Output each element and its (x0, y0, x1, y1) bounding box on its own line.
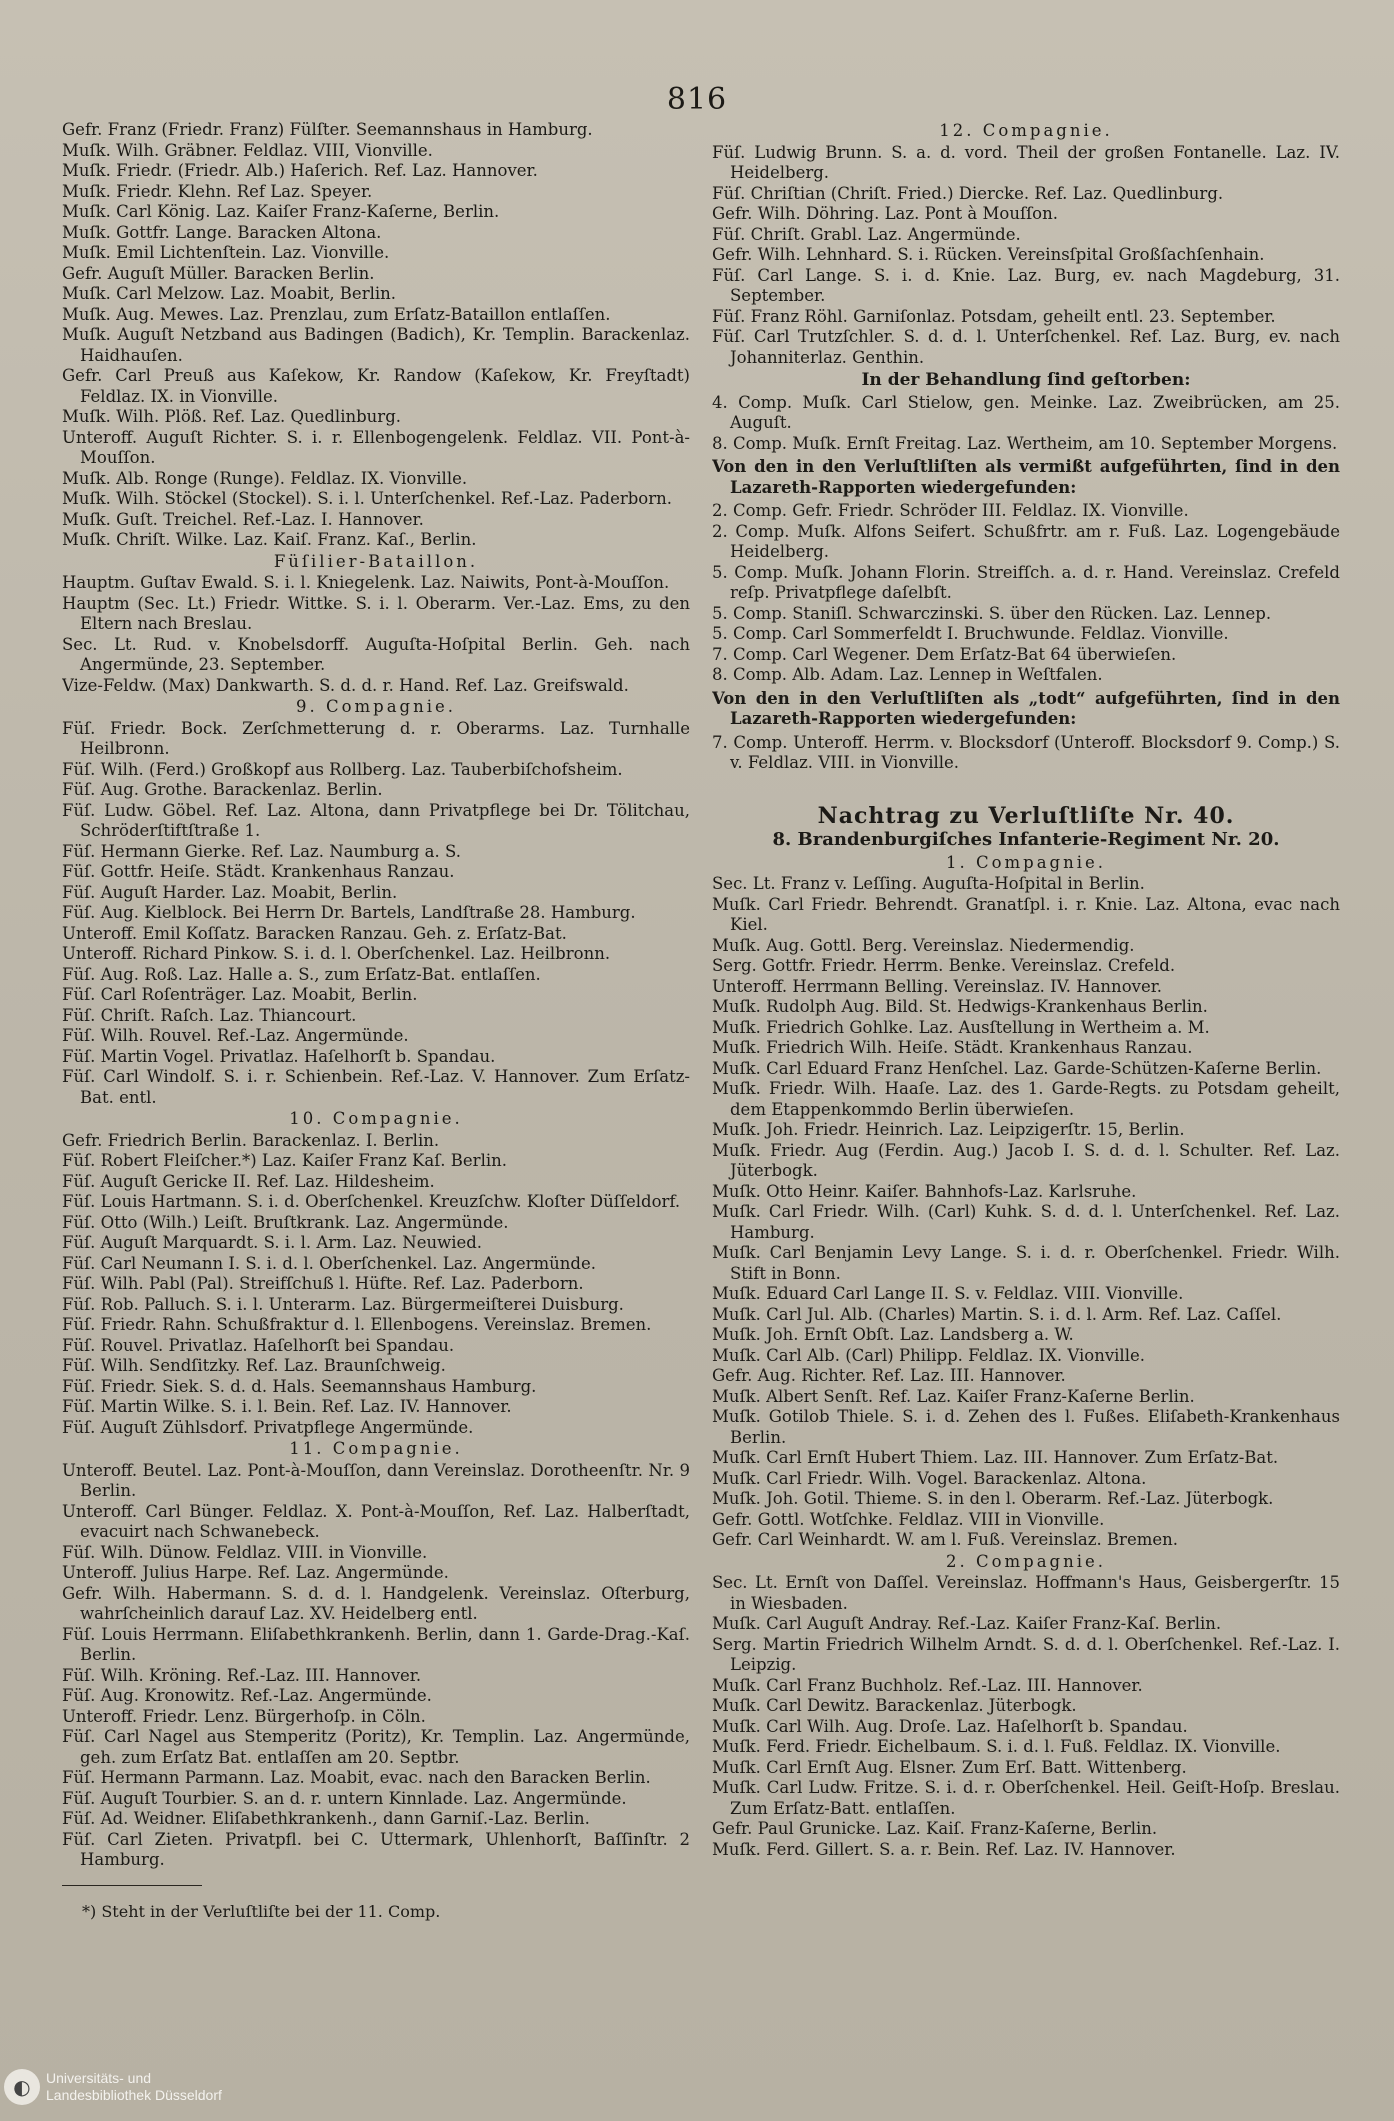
company-heading: 2. Compagnie. (945, 1551, 1107, 1571)
list-entry: Füſ. Hermann Gierke. Ref. Laz. Naumburg a. S. (62, 841, 461, 861)
list-entry: Gefr. Wilh. Habermann. S. d. d. l. Handgelenk. Vereinslaz. Oſterburg, wahrſcheinlich darauf Laz. XV. Heidelberg entl. (62, 1583, 690, 1623)
list-entry: Muſk. Rudolph Aug. Bild. St. Hedwigs-Krankenhaus Berlin. (712, 997, 1208, 1016)
list-entry: Muſk. Ferd. Friedr. Eichelbaum. S. i. d. l. Fuß. Feldlaz. IX. Vionville. (712, 1737, 1281, 1756)
list-entry: Füſ. Carl Windolf. S. i. r. Schienbein. Ref.-Laz. V. Hannover. Zum Erſatz-Bat. entl. (62, 1067, 690, 1107)
list-entry: Füſ. Carl Neumann I. S. i. d. l. Oberſchenkel. Laz. Angermünde. (62, 1253, 596, 1273)
list-entry: Füſ. Martin Vogel. Privatlaz. Haſelhorſt b. Spandau. (62, 1046, 496, 1066)
list-entry: Füſ. Louis Herrmann. Eliſabethkrankenh. Berlin, dann 1. Garde-Drag.-Kaſ. Berlin. (62, 1624, 690, 1664)
list-entry: Füſ. Ludw. Göbel. Ref. Laz. Altona, dann Privatpflege bei Dr. Tölitchau, Schröderſtiftſtraße 1. (62, 800, 690, 840)
list-entry: 8. Comp. Alb. Adam. Laz. Lennep in Weſtfalen. (712, 665, 1103, 684)
list-entry: Sec. Lt. Franz v. Leſſing. Auguſta-Hoſpital in Berlin. (712, 874, 1145, 893)
list-entry: 5. Comp. Staniſl. Schwarczinski. S. über den Rücken. Laz. Lennep. (712, 603, 1272, 623)
list-entry: Füſ. Chriſt. Grabl. Laz. Angermünde. (712, 224, 1021, 244)
list-entry: Gefr. Wilh. Döhring. Laz. Pont à Mouſſon. (712, 204, 1058, 223)
list-entry: Unteroff. Herrmann Belling. Vereinslaz. IV. Hannover. (712, 976, 1163, 996)
list-entry: Sec. Lt. Rud. v. Knobelsdorff. Auguſta-Hoſpital Berlin. Geh. nach Angermünde, 23. September. (62, 634, 690, 674)
list-entry: Muſk. Carl Ernſt Hubert Thiem. Laz. III. Hannover. Zum Erſatz-Bat. (712, 1448, 1279, 1467)
list-entry: Muſk. Carl Alb. (Carl) Philipp. Feldlaz. IX. Vionville. (712, 1345, 1145, 1365)
list-entry: Muſk. Carl Dewitz. Barackenlaz. Jüterbogk. (712, 1696, 1077, 1715)
company-heading: 9. Compagnie. (295, 697, 457, 716)
list-entry: Füſ. Friedr. Rahn. Schußfraktur d. l. Ellenbogens. Vereinslaz. Bremen. (62, 1315, 652, 1334)
list-entry: Füſ. Robert Fleiſcher.*) Laz. Kaiſer Franz Kaſ. Berlin. (62, 1151, 508, 1170)
list-entry: 7. Comp. Unteroff. Herrm. v. Blocksdorf (Unteroff. Blocksdorf 9. Comp.) S. v. Feldlaz. VIII. in Vionville. (712, 732, 1340, 772)
list-entry: Muſk. Wilh. Plöß. Ref. Laz. Quedlinburg. (62, 407, 401, 426)
list-entry: Muſk. Carl Friedr. Wilh. Vogel. Barackenlaz. Altona. (712, 1468, 1147, 1488)
list-entry: Muſk. Aug. Mewes. Laz. Prenzlau, zum Erſatz-Bataillon entlaſſen. (62, 304, 611, 324)
list-entry: Gefr. Gottl. Wotſchke. Feldlaz. VIII in Vionville. (712, 1509, 1105, 1529)
supplement-title: Nachtrag zu Verluſtliſte Nr. 40. (817, 802, 1235, 829)
list-entry: Füſ. Auguſt Zühlsdorf. Privatpflege Angermünde. (62, 1417, 474, 1437)
left-column (62, 120, 690, 2050)
list-entry: Muſk. Carl Melzow. Laz. Moabit, Berlin. (62, 284, 397, 303)
list-entry: Hauptm. Guſtav Ewald. S. i. l. Kniegelenk. Laz. Naiwits, Pont-à-Mouſſon. (62, 573, 670, 592)
library-watermark (4, 2063, 264, 2111)
list-entry: Muſk. Friedr. (Friedr. Alb.) Haſerich. Ref. Laz. Hannover. (62, 161, 538, 180)
list-entry: Unteroff. Friedr. Lenz. Bürgerhoſp. in Cöln. (62, 1706, 426, 1726)
company-heading: Füſilier-Bataillon. (273, 551, 479, 571)
list-entry: Muſk. Joh. Ernſt Obſt. Laz. Landsberg a. W. (712, 1325, 1074, 1344)
list-entry: Muſk. Joh. Gotil. Thieme. S. in den l. Oberarm. Ref.-Laz. Jüterbogk. (712, 1489, 1274, 1508)
list-entry: 2. Comp. Muſk. Alfons Seifert. Schußfrtr. am r. Fuß. Laz. Logengebäude Heidelberg. (712, 521, 1340, 561)
list-entry: Füſ. Rouvel. Privatlaz. Haſelhorſt bei Spandau. (62, 1335, 455, 1355)
list-entry: Füſ. Ad. Weidner. Eliſabethkrankenh., dann Garniſ.-Laz. Berlin. (62, 1809, 590, 1828)
list-entry: Muſk. Emil Lichtenſtein. Laz. Vionville. (62, 243, 390, 262)
list-entry: Füſ. Wilh. Sendſitzky. Ref. Laz. Braunſchweig. (62, 1356, 446, 1375)
list-entry: Unteroff. Beutel. Laz. Pont-à-Mouſſon, dann Vereinslaz. Dorotheenſtr. Nr. 9 Berlin. (62, 1460, 690, 1500)
list-entry: Muſk. Alb. Ronge (Runge). Feldlaz. IX. Vionville. (62, 468, 468, 488)
list-entry: Füſ. Carl Roſenträger. Laz. Moabit, Berlin. (62, 985, 418, 1004)
list-entry: Unteroff. Carl Bünger. Feldlaz. X. Pont-à-Mouſſon, Ref. Laz. Halberſtadt, evacuirt nach Schwanebeck. (62, 1501, 690, 1541)
list-entry: Füſ. Chriſtian (Chriſt. Fried.) Diercke. Ref. Laz. Quedlinburg. (712, 183, 1224, 203)
list-entry: Füſ. Aug. Roß. Laz. Halle a. S., zum Erſatz-Bat. entlaſſen. (62, 964, 541, 984)
list-entry: Muſk. Carl Ludw. Fritze. S. i. d. r. Oberſchenkel. Heil. Geiſt-Hoſp. Breslau. Zum Erſatz-Batt. entlaſſen. (712, 1778, 1340, 1818)
list-entry: Füſ. Aug. Grothe. Barackenlaz. Berlin. (62, 780, 383, 799)
list-entry: Füſ. Otto (Wilh.) Leiſt. Bruſtkrank. Laz. Angermünde. (62, 1212, 509, 1232)
list-entry: Füſ. Aug. Kielblock. Bei Herrn Dr. Bartels, Landſtraße 28. Hamburg. (62, 903, 636, 922)
list-entry: Muſk. Guſt. Treichel. Ref.-Laz. I. Hannover. (62, 509, 424, 529)
list-entry: Muſk. Carl Auguſt Andray. Ref.-Laz. Kaiſer Franz-Kaſ. Berlin. (712, 1614, 1222, 1633)
regiment-title: 8. Brandenburgiſches Infanterie-Regiment Nr. 20. (772, 829, 1280, 850)
list-entry: Unteroff. Julius Harpe. Ref. Laz. Angermünde. (62, 1563, 449, 1582)
company-heading: 10. Compagnie. (289, 1109, 463, 1128)
list-entry: 5. Comp. Carl Sommerfeldt I. Bruchwunde. Feldlaz. Vionville. (712, 624, 1229, 643)
list-entry: 5. Comp. Muſk. Johann Florin. Streifſch. a. d. r. Hand. Vereinslaz. Crefeld reſp. Privatpflege daſelbſt. (712, 562, 1340, 602)
list-entry: Muſk. Carl König. Laz. Kaiſer Franz-Kaſerne, Berlin. (62, 202, 500, 221)
list-entry: Muſk. Wilh. Gräbner. Feldlaz. VIII, Vionville. (62, 140, 433, 160)
list-entry: Serg. Gottfr. Friedr. Herrm. Benke. Vereinslaz. Crefeld. (712, 956, 1176, 975)
list-entry: Füſ. Auguſt Gericke II. Ref. Laz. Hildesheim. (62, 1171, 435, 1191)
list-entry: Unteroff. Emil Koſſatz. Baracken Ranzau. Geh. z. Erſatz-Bat. (62, 923, 567, 943)
footnote: *) Steht in der Verluſtliſte bei der 11. Comp. (82, 1901, 441, 1921)
list-entry: Gefr. Carl Preuß aus Kaſekow, Kr. Randow (Kaſekow, Kr. Freyſtadt) Feldlaz. IX. in Vionville. (62, 366, 690, 406)
section-heading: Von den in den Verluſtliſten als „todt“ aufgeführten, ſind in den Lazareth-Rapporten wiedergefunden: (712, 688, 1340, 728)
list-entry: Muſk. Ferd. Gillert. S. a. r. Bein. Ref. Laz. IV. Hannover. (712, 1839, 1176, 1859)
right-column (712, 120, 1340, 2050)
list-entry: 8. Comp. Muſk. Ernſt Freitag. Laz. Wertheim, am 10. September Morgens. (712, 433, 1338, 453)
list-entry: Gefr. Wilh. Lehnhard. S. i. Rücken. Vereinsſpital Großſachſenhain. (712, 245, 1265, 264)
list-entry: Muſk. Gottfr. Lange. Baracken Altona. (62, 222, 382, 242)
list-entry: Gefr. Friedrich Berlin. Barackenlaz. I. Berlin. (62, 1130, 440, 1150)
list-entry: Füſ. Friedr. Bock. Zerſchmetterung d. r. Oberarms. Laz. Turnhalle Heilbronn. (62, 718, 690, 758)
list-entry: Füſ. Wilh. (Ferd.) Großkopf aus Rollberg. Laz. Tauberbiſchofsheim. (62, 759, 623, 779)
list-entry: Füſ. Aug. Kronowitz. Ref.-Laz. Angermünde. (62, 1686, 432, 1705)
list-entry: Gefr. Carl Weinhardt. W. am l. Fuß. Vereinslaz. Bremen. (712, 1530, 1178, 1549)
list-entry: Füſ. Auguſt Harder. Laz. Moabit, Berlin. (62, 882, 398, 902)
list-entry: Muſk. Friedrich Wilh. Heiſe. Städt. Krankenhaus Ranzau. (712, 1038, 1193, 1057)
library-name-line1: Universitäts- und (46, 2070, 152, 2086)
list-entry: Füſ. Hermann Parmann. Laz. Moabit, evac. nach den Baracken Berlin. (62, 1768, 651, 1787)
list-entry: Muſk. Joh. Friedr. Heinrich. Laz. Leipzigerſtr. 15, Berlin. (712, 1120, 1185, 1139)
list-entry: Muſk. Carl Franz Buchholz. Ref.-Laz. III. Hannover. (712, 1675, 1143, 1695)
list-entry: Muſk. Friedrich Gohlke. Laz. Ausſtellung in Wertheim a. M. (712, 1017, 1210, 1037)
list-entry: Füſ. Auguſt Marquardt. S. i. l. Arm. Laz. Neuwied. (62, 1233, 483, 1252)
company-heading: 1. Compagnie. (945, 852, 1107, 872)
list-entry: Muſk. Friedr. Aug (Ferdin. Aug.) Jacob I. S. d. d. l. Schulter. Ref. Laz. Jüterbogk. (712, 1140, 1340, 1180)
list-entry: Muſk. Otto Heinr. Kaiſer. Bahnhofs-Laz. Karlsruhe. (712, 1181, 1137, 1201)
footnote-separator (62, 1885, 202, 1886)
library-logo-icon: ◐ (4, 2069, 40, 2105)
list-entry: Gefr. Auguſt Müller. Baracken Berlin. (62, 263, 375, 283)
list-entry: 2. Comp. Gefr. Friedr. Schröder III. Feldlaz. IX. Vionville. (712, 501, 1189, 520)
list-entry: Muſk. Carl Eduard Franz Henſchel. Laz. Garde-Schützen-Kaſerne Berlin. (712, 1058, 1322, 1078)
list-entry: Muſk. Albert Senſt. Ref. Laz. Kaiſer Franz-Kaſerne Berlin. (712, 1386, 1195, 1406)
list-entry: Vize-Feldw. (Max) Dankwarth. S. d. d. r. Hand. Ref. Laz. Greifswald. (62, 675, 629, 695)
list-entry: Muſk. Carl Friedr. Behrendt. Granatſpl. i. r. Knie. Laz. Altona, evac nach Kiel. (712, 894, 1340, 934)
list-entry: Füſ. Gottfr. Heiſe. Städt. Krankenhaus Ranzau. (62, 862, 455, 881)
list-entry: Muſk. Carl Wilh. Aug. Droſe. Laz. Haſelhorſt b. Spandau. (712, 1716, 1188, 1736)
list-entry: Muſk. Carl Jul. Alb. (Charles) Martin. S. i. d. l. Arm. Ref. Laz. Caſſel. (712, 1304, 1282, 1324)
section-subheading: In der Behandlung ſind geſtorben: (861, 370, 1191, 390)
list-entry: Füſ. Carl Trutzſchler. S. d. d. l. Unterſchenkel. Ref. Laz. Burg, ev. nach Johanniterlaz. Genthin. (712, 327, 1340, 367)
page-number: 816 (666, 82, 728, 117)
list-entry: Füſ. Wilh. Kröning. Ref.-Laz. III. Hannover. (62, 1665, 422, 1685)
list-entry: Muſk. Auguſt Netzband aus Badingen (Badich), Kr. Templin. Barackenlaz. Haidhauſen. (62, 325, 690, 365)
library-name-line2: Landesbibliothek Düsseldorf (46, 2087, 222, 2103)
list-entry: Muſk. Gotilob Thiele. S. i. d. Zehen des l. Fußes. Eliſabeth-Krankenhaus Berlin. (712, 1407, 1340, 1447)
company-heading: 11. Compagnie. (289, 1439, 463, 1458)
list-entry: Füſ. Ludwig Brunn. S. a. d. vord. Theil der großen Fontanelle. Laz. IV. Heidelberg. (712, 142, 1340, 182)
list-entry: Muſk. Chriſt. Wilke. Laz. Kaiſ. Franz. Kaſ., Berlin. (62, 530, 477, 549)
list-entry: Füſ. Wilh. Rouvel. Ref.-Laz. Angermünde. (62, 1026, 409, 1045)
list-entry: Füſ. Carl Lange. S. i. d. Knie. Laz. Burg, ev. nach Magdeburg, 31. September. (712, 265, 1340, 305)
list-entry: Muſk. Friedr. Klehn. Ref Laz. Speyer. (62, 181, 373, 201)
list-entry: Muſk. Carl Ernſt Aug. Elsner. Zum Erſ. Batt. Wittenberg. (712, 1757, 1187, 1777)
list-entry: Füſ. Wilh. Dünow. Feldlaz. VIII. in Vionville. (62, 1542, 428, 1562)
list-entry: Füſ. Rob. Palluch. S. i. l. Unterarm. Laz. Bürgermeiſterei Duisburg. (62, 1294, 624, 1314)
list-entry: Hauptm (Sec. Lt.) Friedr. Wittke. S. i. l. Oberarm. Ver.-Laz. Ems, zu den Eltern nach Breslau. (62, 593, 690, 633)
list-entry: Füſ. Franz Röhl. Garniſonlaz. Potsdam, geheilt entl. 23. September. (712, 306, 1276, 326)
list-entry: Füſ. Louis Hartmann. S. i. d. Oberſchenkel. Kreuzſchw. Kloſter Düſſeldorf. (62, 1192, 681, 1211)
list-entry: Unteroff. Richard Pinkow. S. i. d. l. Oberſchenkel. Laz. Heilbronn. (62, 944, 611, 963)
list-entry: Muſk. Aug. Gottl. Berg. Vereinslaz. Niedermendig. (712, 935, 1135, 955)
list-entry: Füſ. Friedr. Siek. S. d. d. Hals. Seemannshaus Hamburg. (62, 1376, 537, 1396)
list-entry: Muſk. Friedr. Wilh. Haaſe. Laz. des 1. Garde-Regts. zu Potsdam geheilt, dem Etappenkommdo Berlin überwieſen. (712, 1079, 1340, 1119)
list-entry: Muſk. Carl Benjamin Levy Lange. S. i. d. r. Oberſchenkel. Friedr. Wilh. Stift in Bonn. (712, 1243, 1340, 1283)
list-entry: Gefr. Paul Grunicke. Laz. Kaiſ. Franz-Kaſerne, Berlin. (712, 1819, 1158, 1838)
list-entry: Sec. Lt. Ernſt von Daſſel. Vereinslaz. Hoffmann's Haus, Geisbergerſtr. 15 in Wiesbaden. (712, 1573, 1340, 1613)
list-entry: Gefr. Franz (Friedr. Franz) Fülſter. Seemannshaus in Hamburg. (62, 120, 593, 139)
section-heading: Von den in den Verluſtliſten als vermißt aufgeführten, ſind in den Lazareth-Rapporten wiedergefunden: (712, 457, 1340, 497)
list-entry: Muſk. Wilh. Stöckel (Stockel). S. i. l. Unterſchenkel. Ref.-Laz. Paderborn. (62, 489, 672, 508)
list-entry: 4. Comp. Muſk. Carl Stielow, gen. Meinke. Laz. Zweibrücken, am 25. Auguſt. (712, 392, 1340, 432)
list-entry: Muſk. Carl Friedr. Wilh. (Carl) Kuhk. S. d. d. l. Unterſchenkel. Ref. Laz. Hamburg. (712, 1202, 1340, 1242)
list-entry: Unteroff. Auguſt Richter. S. i. r. Ellenbogengelenk. Feldlaz. VII. Pont-à-Mouſſon. (62, 427, 690, 467)
list-entry: Füſ. Carl Nagel aus Stemperitz (Poritz), Kr. Templin. Laz. Angermünde, geh. zum Erſatz Bat. entlaſſen am 20. Septbr. (62, 1727, 690, 1767)
list-entry: Füſ. Wilh. Pabl (Pal). Streifſchuß l. Hüfte. Ref. Laz. Paderborn. (62, 1274, 584, 1293)
list-entry: 7. Comp. Carl Wegener. Dem Erſatz-Bat 64 überwieſen. (712, 644, 1177, 664)
list-entry: Gefr. Aug. Richter. Ref. Laz. III. Hannover. (712, 1366, 1066, 1385)
list-entry: Serg. Martin Friedrich Wilhelm Arndt. S. d. d. l. Oberſchenkel. Ref.-Laz. I. Leipzig. (712, 1634, 1340, 1674)
list-entry: Muſk. Eduard Carl Lange II. S. v. Feldlaz. VIII. Vionville. (712, 1284, 1184, 1303)
list-entry: Füſ. Martin Wilke. S. i. l. Bein. Ref. Laz. IV. Hannover. (62, 1397, 512, 1416)
company-heading: 12. Compagnie. (939, 121, 1113, 140)
list-entry: Füſ. Carl Zieten. Privatpfl. bei C. Uttermark, Uhlenhorſt, Baſſinſtr. 2 Hamburg. (62, 1829, 690, 1869)
list-entry: Füſ. Chriſt. Raſch. Laz. Thiancourt. (62, 1005, 357, 1025)
list-entry: Füſ. Auguſt Tourbier. S. an d. r. untern Kinnlade. Laz. Angermünde. (62, 1788, 627, 1808)
